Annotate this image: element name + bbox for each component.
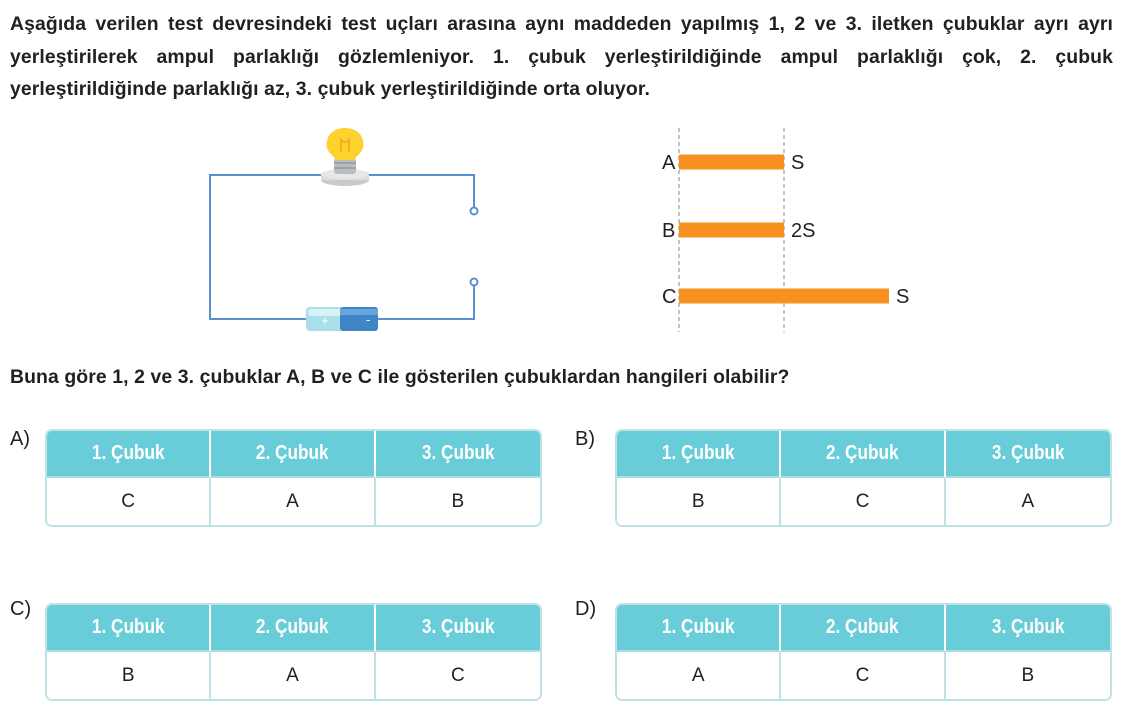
option-letter-a: A)	[10, 428, 30, 450]
question-text: Aşağıda verilen test devresindeki test uçları arasına aynı maddeden yapılmış 1, 2 ve 3. iletken çubuklar ayrı ayrı yerleştirilerek ampul parlaklığı gözlemleniyor. 1. çubuk yerleştirildiğinde ampul parlaklığı çok, 2. çubuk yerleştirildiğinde parlaklığı az, 3. çubuk yerleştirildiğinde orta oluyor.	[10, 13, 1113, 100]
table-header: 2. Çubuk	[211, 605, 375, 652]
table-header: 1. Çubuk	[617, 605, 781, 652]
table-cell: C	[376, 652, 540, 699]
rod-label: B	[662, 220, 676, 242]
rod-a	[679, 155, 784, 170]
table-cell: B	[376, 478, 540, 525]
rod-b	[679, 223, 784, 238]
option-table-b[interactable]	[615, 429, 1112, 527]
table-header: 2. Çubuk	[781, 431, 945, 478]
circuit-wire-bottom-right	[378, 286, 474, 319]
table-header: 1. Çubuk	[47, 605, 211, 652]
option-letter-c: C)	[10, 598, 32, 620]
option-table-d[interactable]	[615, 603, 1112, 701]
test-terminal-top	[471, 208, 478, 215]
battery-plus: +	[321, 313, 329, 328]
table-header: 3. Çubuk	[376, 431, 540, 478]
table-cell: A	[946, 478, 1110, 525]
circuit-wire-left	[210, 210, 306, 319]
rod-cross-section-label: S	[791, 152, 805, 174]
table-cell: B	[47, 652, 211, 699]
table-header: 1. Çubuk	[617, 431, 781, 478]
table-header: 2. Çubuk	[781, 605, 945, 652]
table-header: 3. Çubuk	[376, 605, 540, 652]
question2-text: Buna göre 1, 2 ve 3. çubuklar A, B ve C ile gösterilen çubuklardan hangileri olabilir?	[10, 366, 790, 388]
rod-c	[679, 289, 889, 304]
table-cell: A	[211, 478, 375, 525]
bulb-icon	[321, 128, 369, 186]
table-cell: C	[781, 478, 945, 525]
table-header: 2. Çubuk	[211, 431, 375, 478]
table-header: 3. Çubuk	[946, 431, 1110, 478]
table-header: 1. Çubuk	[47, 431, 211, 478]
table-header: 3. Çubuk	[946, 605, 1110, 652]
table-cell: A	[617, 652, 781, 699]
circuit-wire-top	[210, 175, 325, 212]
rods-diagram	[650, 120, 930, 340]
battery-icon	[306, 307, 378, 331]
test-terminal-bottom	[471, 279, 478, 286]
test-circuit	[200, 120, 500, 340]
option-letter-d: D)	[575, 598, 597, 620]
option-letter-b: B)	[575, 428, 595, 450]
table-cell: C	[781, 652, 945, 699]
table-cell: A	[211, 652, 375, 699]
rod-label: A	[662, 152, 676, 174]
rod-cross-section-label: S	[896, 286, 910, 308]
table-cell: C	[47, 478, 211, 525]
rod-label: C	[662, 286, 677, 308]
option-table-c[interactable]	[45, 603, 542, 701]
table-cell: B	[617, 478, 781, 525]
table-cell: B	[946, 652, 1110, 699]
option-table-a[interactable]	[45, 429, 542, 527]
circuit-wire-top-right	[365, 175, 474, 208]
battery-minus: -	[366, 312, 371, 327]
rod-cross-section-label: 2S	[791, 220, 816, 242]
